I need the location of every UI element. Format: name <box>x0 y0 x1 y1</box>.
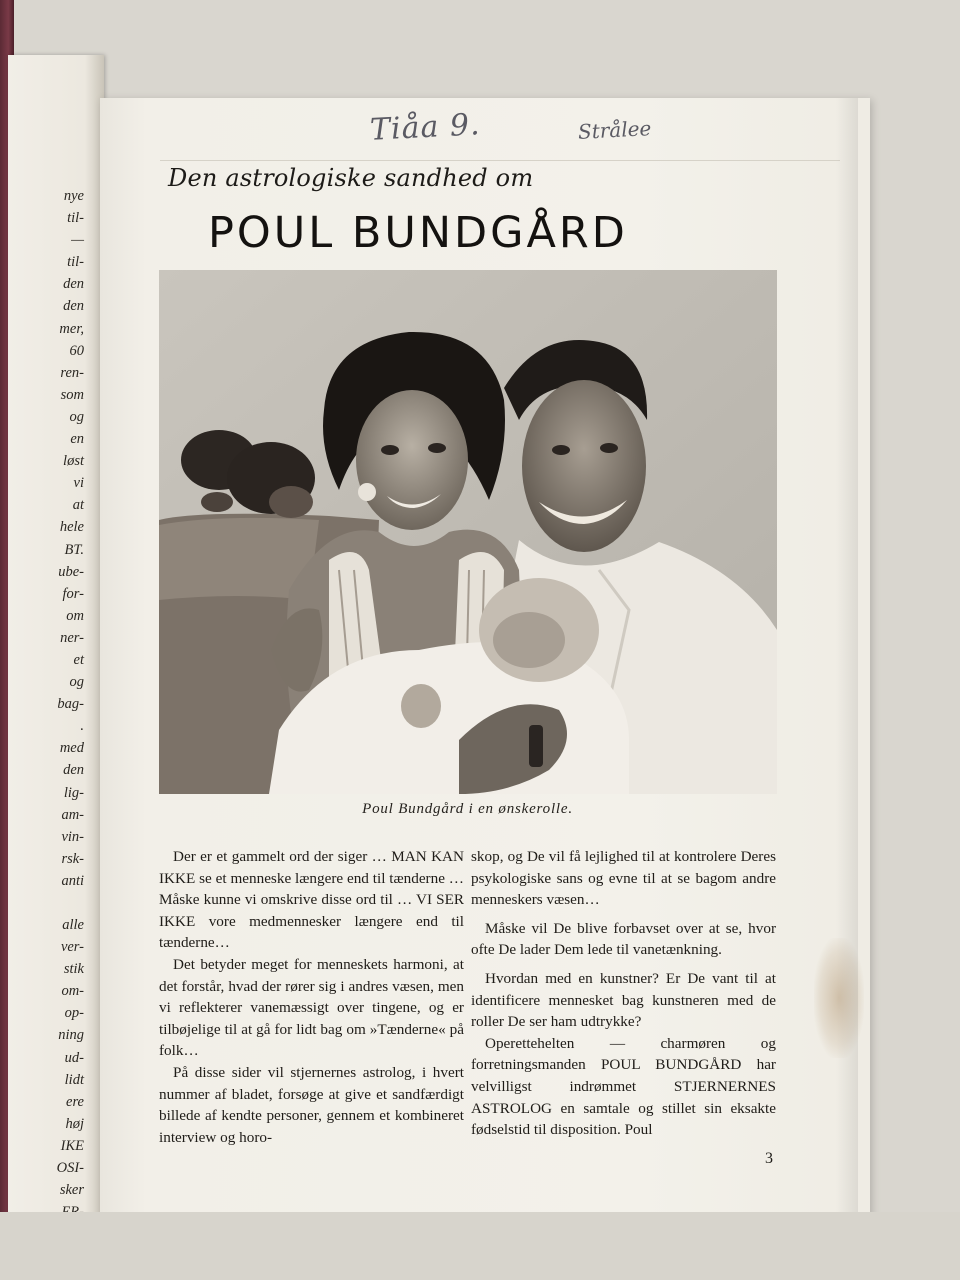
column-2-paragraph-3: Hvordan med en kunstner? Er De vant til at identificere mennesket bag kunstneren med de roller De ser ham udtrykke? <box>471 969 776 1031</box>
left-page-fragment: bag- <box>57 696 84 713</box>
left-page-fragment: 60 <box>69 342 84 359</box>
left-page-fragment: for- <box>62 585 84 602</box>
background-surface <box>0 1212 960 1280</box>
photo-illustration <box>159 270 777 794</box>
left-page-fragment: rsk- <box>61 850 84 867</box>
left-page-fragment: vin- <box>61 828 84 845</box>
article-kicker: Den astrologiske sandhed om <box>168 164 534 192</box>
right-page <box>100 98 870 1218</box>
left-page-fragment: den <box>63 762 84 779</box>
left-page-fragment: en <box>70 431 84 448</box>
handwritten-note-2: Strålee <box>577 116 652 144</box>
column-1-paragraph-1: Der er et gammelt ord der siger … MAN KAN IKKE se et menneske længere end til tænderne … Måske kunne vi omskrive disse ord til … VI SER IKKE vore medmennesker længere end til tænderne… <box>159 848 464 952</box>
left-page-fragment: et <box>73 651 84 668</box>
left-page-fragment: ner- <box>60 629 84 646</box>
page-rule <box>160 160 840 161</box>
left-page-fragment: ube- <box>58 563 84 580</box>
left-page-fragment: ere <box>66 1093 84 1110</box>
column-1-paragraph-3: På disse sider vil stjernernes astrolog, i hvert nummer af bladet, forsøge at give et sandfærdigt billede af kendte personer, gennem et kombineret interview og horo- <box>159 1063 464 1146</box>
left-page-fragment <box>57 892 84 914</box>
left-page-fragment: den <box>63 298 84 315</box>
left-page-fragment: og <box>69 674 84 691</box>
photo-caption: Poul Bundgård i en ønskerolle. <box>362 801 573 817</box>
left-page-fragment: — <box>71 232 84 249</box>
left-page-fragment: vi <box>73 475 84 492</box>
left-page-fragment: til- <box>67 210 84 227</box>
left-page-fragment: anti <box>61 872 84 889</box>
left-page-text-fragments <box>57 185 84 1267</box>
left-page-fragment: lidt <box>64 1071 84 1088</box>
left-page-fragment: OSI- <box>56 1160 84 1177</box>
left-page-fragment: løst <box>63 453 84 470</box>
left-page-fragment: ud- <box>64 1049 84 1066</box>
left-page <box>8 55 104 1215</box>
left-page-fragment: lig- <box>63 784 84 801</box>
column-2-paragraph-1: skop, og De vil få lejlighed til at kontrolere Deres psykologiske sans og evne til at se bagom andre menneskers væsen… <box>471 848 776 909</box>
left-page-fragment: am- <box>61 806 84 823</box>
column-2-paragraph-2: Måske vil De blive forbavset over at se, hvor ofte De lader Dem lede til vanetænkning. <box>471 919 776 959</box>
left-page-fragment: til- <box>67 254 84 271</box>
left-page-fragment: den <box>63 276 84 293</box>
left-page-fragment: ren- <box>60 364 84 381</box>
left-page-fragment: at <box>72 497 84 514</box>
article-headline: POUL BUNDGÅRD <box>208 208 628 258</box>
handwritten-note-1: Tiåa 9. <box>369 107 482 148</box>
column-2-paragraph-4: Operettehelten — charmøren og forretningsmanden POUL BUNDGÅRD har velvilligst indrømmet STJERNERNES ASTROLOG en samtale og stillet sin eksakte fødselstid til disposition. Poul <box>471 1034 776 1139</box>
left-page-fragment: . <box>80 718 84 735</box>
left-page-fragment: ning <box>58 1027 84 1044</box>
page-number: 3 <box>765 1150 773 1167</box>
left-page-fragment: ver- <box>60 939 84 956</box>
left-page-fragment: om- <box>61 983 84 1000</box>
article-column-2 <box>471 846 776 1141</box>
left-page-fragment: BT. <box>64 541 84 558</box>
left-page-fragment: sker <box>59 1182 84 1199</box>
left-page-fragment: IKE <box>60 1137 84 1154</box>
article-column-1 <box>159 846 464 1148</box>
left-page-fragment: alle <box>62 917 84 933</box>
page-stain <box>814 938 864 1058</box>
column-1-paragraph-2: Det betyder meget for menneskets harmoni, at det forstår, hvad der rører sig i andres væsen, men vi reflekterer vanemæssigt over tingene, og er tilbøjelige til at gå for lidt bag om »Tænderne« på folk… <box>159 955 464 1060</box>
left-page-fragment: hele <box>59 519 84 536</box>
left-page-fragment: op- <box>64 1005 84 1022</box>
left-page-fragment: høj <box>65 1115 84 1132</box>
left-page-fragment: nye <box>63 188 84 204</box>
article-photo <box>159 270 777 794</box>
left-page-fragment: stik <box>63 961 84 978</box>
left-page-fragment: om <box>66 607 84 624</box>
left-page-fragment: med <box>59 740 84 757</box>
left-page-fragment: og <box>69 408 84 425</box>
left-page-fragment: mer, <box>59 320 84 337</box>
left-page-fragment: som <box>60 386 84 403</box>
